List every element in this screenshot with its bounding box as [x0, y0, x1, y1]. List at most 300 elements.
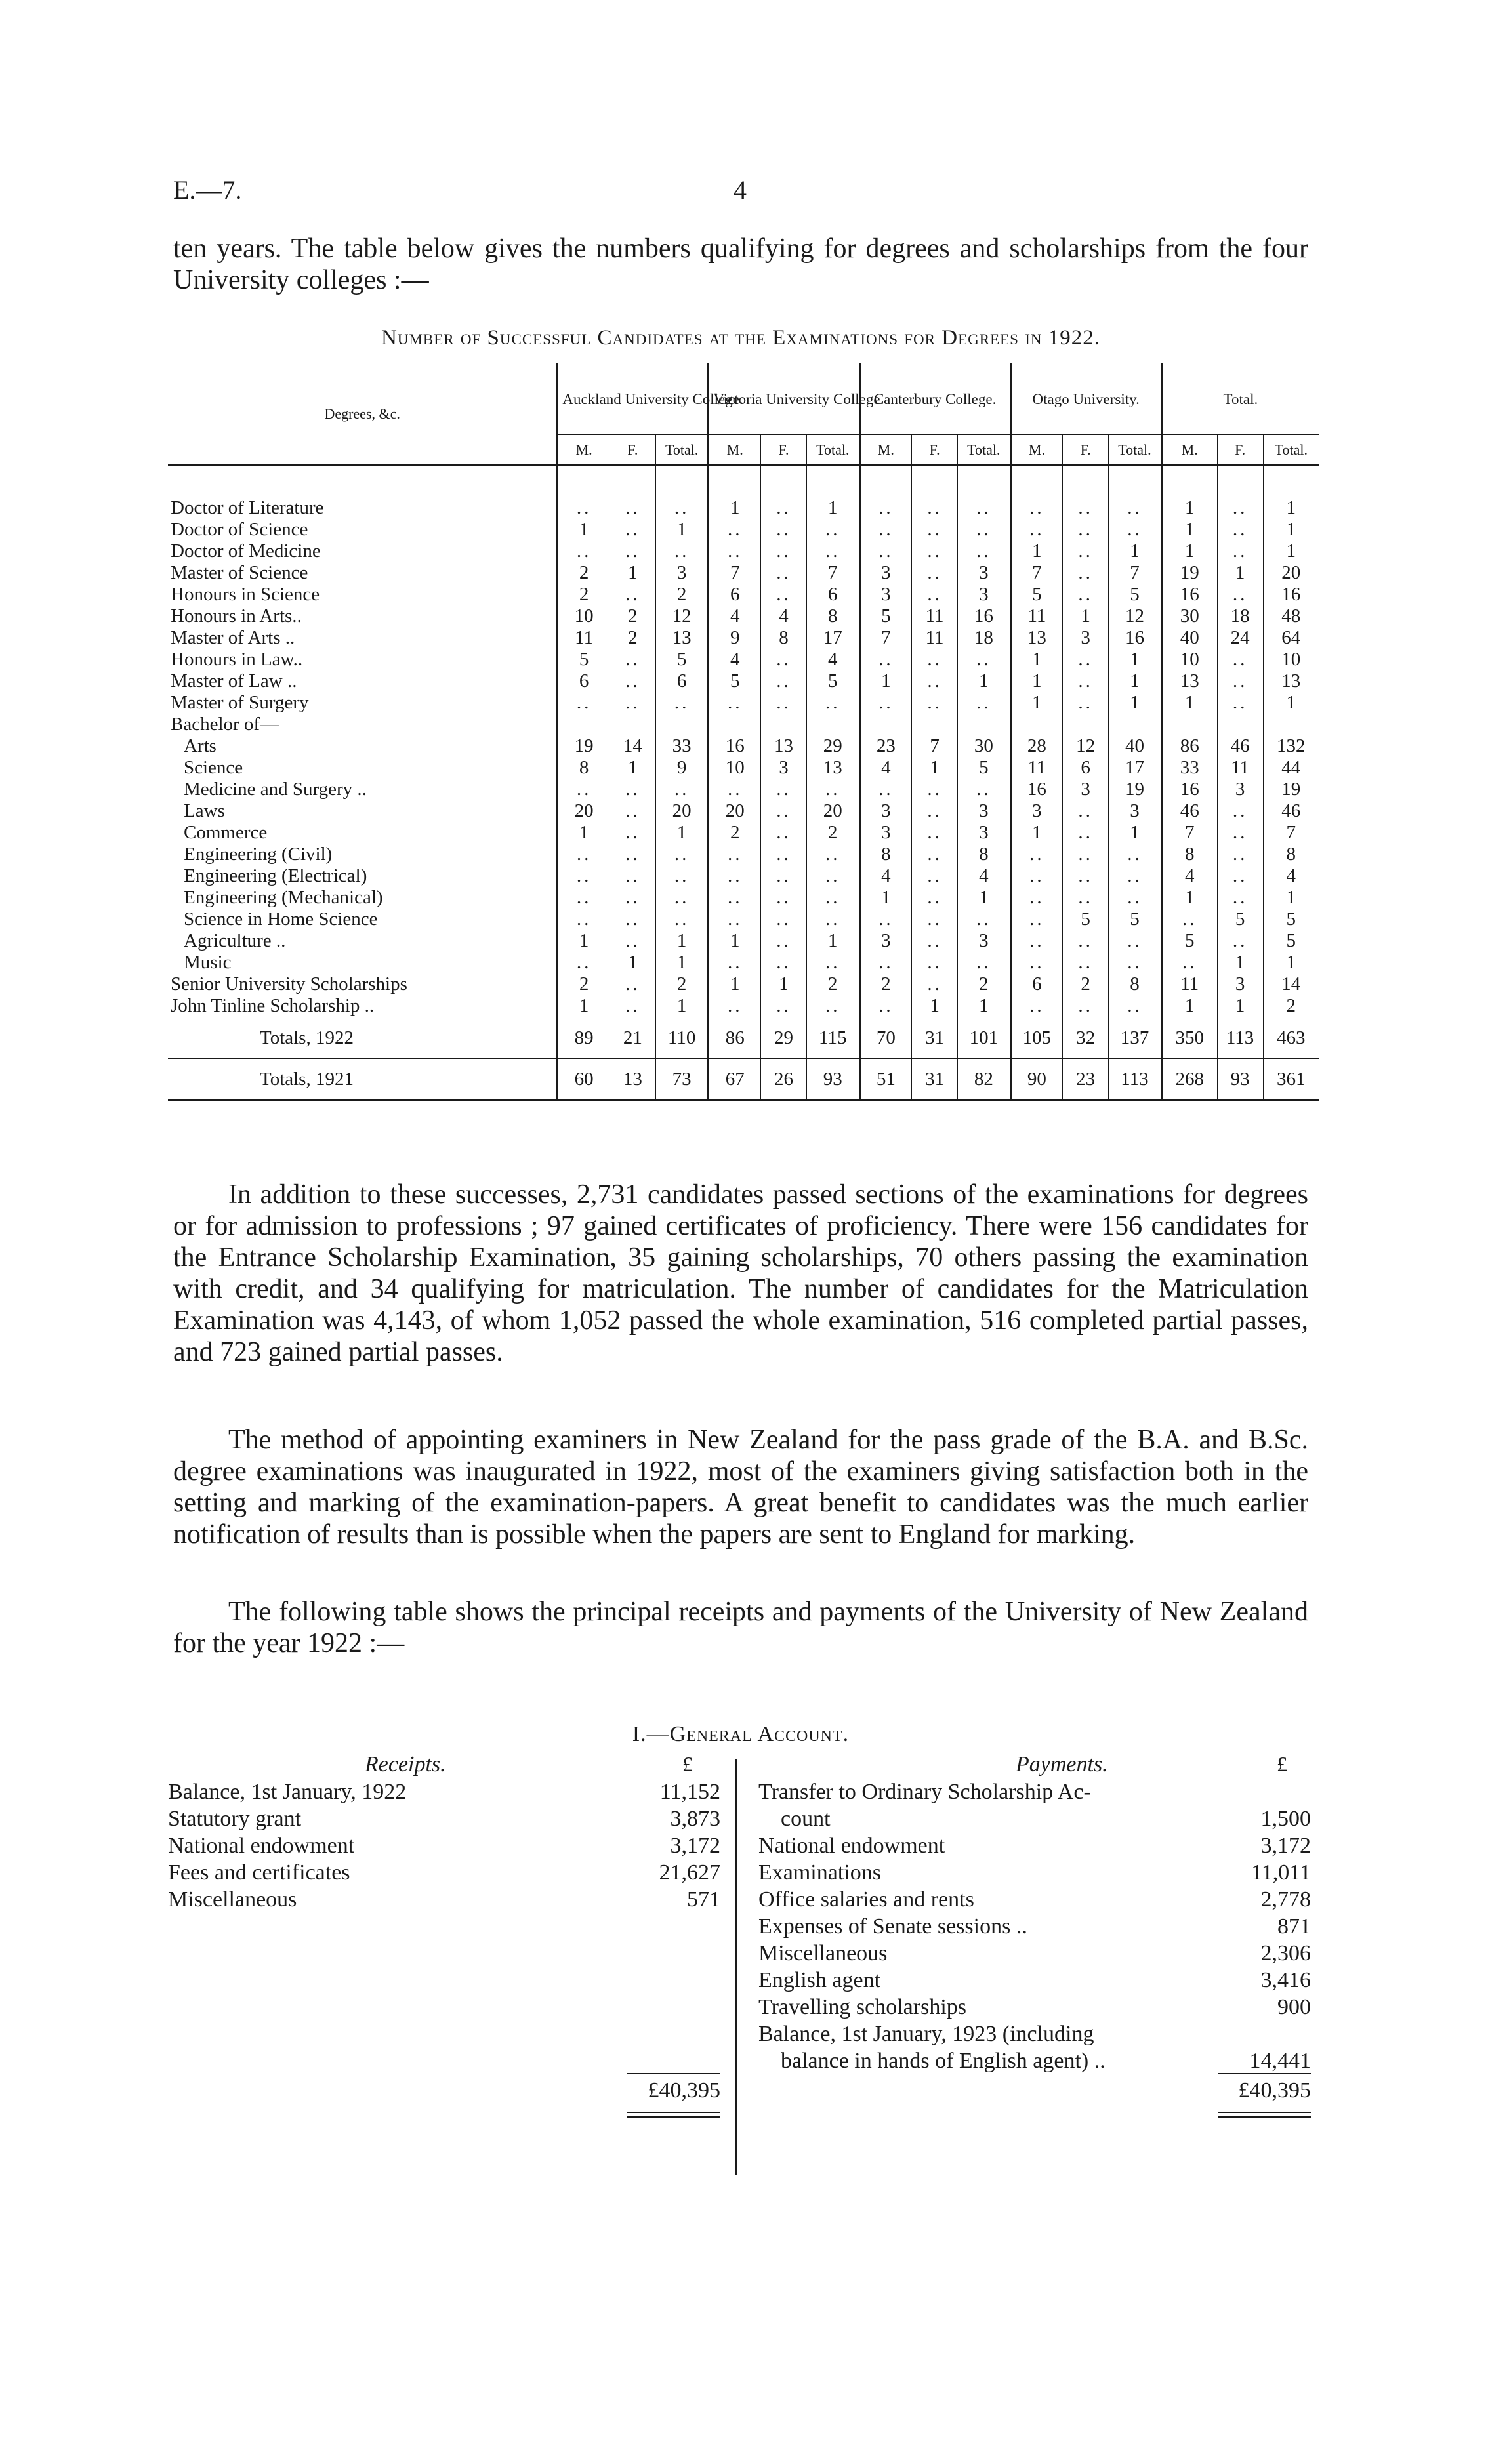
account-line — [758, 2021, 1311, 2047]
row-label: Master of Surgery — [171, 692, 309, 713]
table-cell: 1 — [610, 757, 655, 779]
table-cell: 3 — [958, 562, 1011, 584]
table-cell: 1 — [806, 497, 859, 519]
table-cell: 64 — [1263, 627, 1319, 649]
table-cell: .. — [761, 865, 807, 887]
account-line — [168, 1832, 720, 1859]
table-cell: .. — [1063, 519, 1109, 541]
payments-list — [758, 1778, 1311, 2074]
table-cell: .. — [1010, 865, 1063, 887]
table-cell: .. — [806, 952, 859, 974]
table-cell: .. — [1010, 887, 1063, 909]
table-cell: .. — [958, 541, 1011, 562]
paragraph-text: The following table shows the principal receipts and payments of the University of New Zealand for the year 1922 :— — [173, 1597, 1308, 1658]
table-cell: .. — [558, 692, 610, 714]
table-cell: 3 — [1010, 800, 1063, 822]
table-cell: 1 — [1010, 692, 1063, 714]
table-cell: 7 — [1109, 562, 1162, 584]
table-cell: .. — [610, 800, 655, 822]
table-cell: .. — [1217, 692, 1263, 714]
payments-heading: Payments. — [1016, 1752, 1108, 1776]
table-cell: .. — [806, 692, 859, 714]
table-cell: 33 — [655, 735, 709, 757]
table-cell: .. — [655, 497, 709, 519]
table-cell: .. — [1063, 670, 1109, 692]
table-cell: .. — [1217, 519, 1263, 541]
table-cell: 4 — [1161, 865, 1217, 887]
table-cell: 1 — [610, 562, 655, 584]
table-cell: 4 — [709, 649, 761, 670]
table-cell: .. — [1217, 865, 1263, 887]
account-line — [758, 1994, 1311, 2021]
table-cell: .. — [610, 995, 655, 1017]
table-cell: 1 — [912, 995, 958, 1017]
account-line — [168, 1886, 720, 1913]
account-line-amount: 3,172 — [670, 1834, 720, 1858]
table-cell: 1 — [1217, 562, 1263, 584]
table-cell: 1 — [806, 930, 859, 952]
table-cell: 17 — [806, 627, 859, 649]
paragraph-text: In addition to these successes, 2,731 candidates passed sections of the examinations for degrees or for admission to professions ; 97 gained certificates of proficiency. There were 156 candidates for the Entrance Scholarship Examination, 35 gaining scholarships, 70 others passing the examination with credit, and 34 qualifying for matriculation. The number of candidates for the Matriculation Examination was 4,143, of whom 1,052 passed the whole examination, 516 completed partial passes, and 723 gained partial passes. — [173, 1180, 1308, 1367]
table-cell: .. — [1109, 497, 1162, 519]
table-caption: Number of Successful Candidates at the Examinations for Degrees in 1922. — [381, 326, 1100, 350]
table-cell: .. — [610, 822, 655, 844]
table-cell: 2 — [958, 974, 1011, 995]
table-cell: .. — [1063, 541, 1109, 562]
table-cell: 18 — [958, 627, 1011, 649]
account-line-amount: 2,778 — [1260, 1887, 1311, 1912]
table-cell: 10 — [709, 757, 761, 779]
table-cell: 5 — [1161, 930, 1217, 952]
table-cell: .. — [958, 909, 1011, 930]
row-label: Engineering (Civil) — [184, 844, 333, 865]
row-label: Science — [184, 757, 243, 778]
account-line — [758, 1967, 1311, 1994]
row-label: Engineering (Electrical) — [184, 865, 367, 886]
table-cell: 20 — [558, 800, 610, 822]
row-label: Agriculture .. — [184, 930, 286, 951]
table-row — [168, 844, 1319, 865]
account-line-label: National endowment — [758, 1834, 945, 1858]
table-cell: .. — [1109, 844, 1162, 865]
table-cell: .. — [1063, 649, 1109, 670]
table-cell: .. — [1217, 800, 1263, 822]
table-cell: 19 — [1263, 779, 1319, 800]
table-cell: 137 — [1109, 1017, 1162, 1059]
row-label: Engineering (Mechanical) — [184, 887, 383, 908]
column-subheader: M. — [1010, 435, 1063, 465]
table-cell: .. — [558, 497, 610, 519]
table-cell: .. — [859, 779, 912, 800]
table-cell: 1 — [610, 952, 655, 974]
account-line-label: English agent — [758, 1968, 881, 1992]
table-cell: 1 — [1263, 692, 1319, 714]
table-cell: 5 — [655, 649, 709, 670]
account-line-label: Miscellaneous — [758, 1941, 888, 1965]
table-cell: 46 — [1217, 735, 1263, 757]
table-cell: .. — [912, 822, 958, 844]
table-row — [168, 714, 1319, 735]
table-row — [168, 930, 1319, 952]
table-cell — [709, 714, 761, 735]
table-cell: 20 — [806, 800, 859, 822]
table-cell: .. — [761, 779, 807, 800]
table-cell: 1 — [1263, 497, 1319, 519]
table-cell: .. — [610, 497, 655, 519]
table-cell: 13 — [610, 1059, 655, 1101]
document-reference: E.—7. — [173, 175, 242, 205]
table-row — [168, 627, 1319, 649]
table-cell: 1 — [558, 995, 610, 1017]
column-subheader: Total. — [806, 435, 859, 465]
table-cell: 6 — [655, 670, 709, 692]
table-cell: .. — [1109, 995, 1162, 1017]
table-cell: 5 — [1109, 909, 1162, 930]
table-cell: 90 — [1010, 1059, 1063, 1101]
table-cell: .. — [859, 952, 912, 974]
table-spacer-cell — [1217, 465, 1263, 498]
table-cell: .. — [912, 865, 958, 887]
table-cell: 16 — [1263, 584, 1319, 606]
receipts-currency: £ — [682, 1752, 693, 1776]
table-cell: .. — [859, 692, 912, 714]
table-cell: 3 — [1063, 627, 1109, 649]
table-row — [168, 519, 1319, 541]
table-cell: .. — [761, 822, 807, 844]
table-cell: .. — [958, 649, 1011, 670]
table-cell: 5 — [1263, 909, 1319, 930]
table-cell — [912, 714, 958, 735]
table-cell: 19 — [1161, 562, 1217, 584]
table-cell: 3 — [1217, 974, 1263, 995]
payments-double-rule — [1218, 2116, 1311, 2118]
table-cell: .. — [859, 649, 912, 670]
table-cell: .. — [761, 692, 807, 714]
table-row — [168, 670, 1319, 692]
account-line — [758, 2047, 1311, 2074]
table-cell: .. — [1217, 584, 1263, 606]
table-cell: 7 — [1010, 562, 1063, 584]
table-cell: 19 — [1109, 779, 1162, 800]
table-cell: 3 — [859, 822, 912, 844]
table-cell: 4 — [1263, 865, 1319, 887]
account-line-label: Office salaries and rents — [758, 1887, 974, 1912]
column-subheader: F. — [1217, 435, 1263, 465]
table-cell: 2 — [558, 584, 610, 606]
table-cell: .. — [1217, 822, 1263, 844]
table-cell: 60 — [558, 1059, 610, 1101]
table-cell: 20 — [1263, 562, 1319, 584]
table-row — [168, 606, 1319, 627]
table-cell: 5 — [1010, 584, 1063, 606]
table-cell: .. — [1161, 909, 1217, 930]
row-label: Doctor of Science — [171, 519, 308, 540]
table-cell: 8 — [1161, 844, 1217, 865]
table-cell: .. — [610, 649, 655, 670]
table-cell: .. — [1109, 887, 1162, 909]
table-cell: 6 — [709, 584, 761, 606]
account-line-label: Travelling scholarships — [758, 1995, 967, 2019]
table-cell: 2 — [1263, 995, 1319, 1017]
table-cell: 12 — [1109, 606, 1162, 627]
table-cell: 132 — [1263, 735, 1319, 757]
table-cell: .. — [1063, 692, 1109, 714]
column-subheader: F. — [610, 435, 655, 465]
account-line-amount: 2,306 — [1260, 1941, 1311, 1965]
account-line-amount: 14,441 — [1249, 2049, 1311, 2073]
table-cell: 11 — [1161, 974, 1217, 995]
table-cell: .. — [761, 541, 807, 562]
table-cell — [1010, 714, 1063, 735]
column-subheader: F. — [761, 435, 807, 465]
paragraph-successes — [173, 1179, 1308, 1368]
table-cell: .. — [958, 519, 1011, 541]
row-label: Totals, 1922 — [168, 1017, 558, 1059]
table-cell: .. — [1010, 519, 1063, 541]
table-cell: .. — [1010, 952, 1063, 974]
row-label: Doctor of Medicine — [171, 541, 321, 562]
row-label: John Tinline Scholarship .. — [171, 995, 375, 1016]
receipts-double-rule — [627, 2116, 720, 2118]
table-cell: .. — [806, 865, 859, 887]
table-cell: 40 — [1161, 627, 1217, 649]
table-cell: .. — [1063, 844, 1109, 865]
table-cell — [655, 714, 709, 735]
table-cell: 1 — [1109, 649, 1162, 670]
account-line — [168, 1778, 720, 1805]
table-cell: .. — [558, 909, 610, 930]
table-cell: .. — [1161, 952, 1217, 974]
table-cell: .. — [761, 649, 807, 670]
table-cell: 350 — [1161, 1017, 1217, 1059]
account-line — [758, 1832, 1311, 1859]
table-row — [168, 1017, 1319, 1059]
table-cell: 13 — [1263, 670, 1319, 692]
row-label: Honours in Law.. — [171, 649, 303, 670]
column-subheader: F. — [1063, 435, 1109, 465]
table-cell: .. — [610, 974, 655, 995]
row-label: Commerce — [184, 822, 268, 843]
table-cell: 1 — [1217, 995, 1263, 1017]
table-cell: 1 — [1161, 497, 1217, 519]
table-cell: 1 — [709, 974, 761, 995]
table-cell: 1 — [1161, 692, 1217, 714]
table-cell: .. — [709, 541, 761, 562]
account-title: I.—General Account. — [632, 1722, 850, 1746]
table-cell: 46 — [1161, 800, 1217, 822]
table-cell: .. — [958, 779, 1011, 800]
table-cell: 12 — [655, 606, 709, 627]
receipts-list — [168, 1778, 720, 1913]
table-cell: 89 — [558, 1017, 610, 1059]
table-cell — [859, 714, 912, 735]
table-cell: 1 — [1263, 887, 1319, 909]
table-cell: .. — [912, 562, 958, 584]
account-line — [758, 1913, 1311, 1940]
table-cell: 5 — [958, 757, 1011, 779]
table-cell: 70 — [859, 1017, 912, 1059]
table-cell: 24 — [1217, 627, 1263, 649]
table-cell: .. — [806, 887, 859, 909]
table-cell: .. — [709, 779, 761, 800]
table-row — [168, 584, 1319, 606]
table-cell: .. — [610, 844, 655, 865]
account-divider — [735, 1759, 737, 2175]
table-cell: 2 — [859, 974, 912, 995]
account-line-label: Fees and certificates — [168, 1860, 350, 1885]
table-cell: 1 — [1161, 541, 1217, 562]
row-label: Senior University Scholarships — [171, 974, 407, 995]
table-cell: 16 — [1010, 779, 1063, 800]
table-spacer-cell — [558, 465, 610, 498]
table-cell: 5 — [1263, 930, 1319, 952]
table-row — [168, 909, 1319, 930]
table-cell: 11 — [1217, 757, 1263, 779]
table-row — [168, 562, 1319, 584]
account-line-label: balance in hands of English agent) .. — [781, 2049, 1106, 2073]
table-cell: .. — [1063, 865, 1109, 887]
table-cell: .. — [912, 887, 958, 909]
college-header: Victoria University College. — [709, 363, 859, 435]
table-cell: 4 — [859, 757, 912, 779]
table-cell: .. — [761, 519, 807, 541]
table-cell: .. — [912, 909, 958, 930]
table-cell: 13 — [1161, 670, 1217, 692]
table-row — [168, 757, 1319, 779]
payments-currency: £ — [1277, 1752, 1287, 1776]
account-line-label: Balance, 1st January, 1923 (including — [758, 2022, 1094, 2046]
row-label: Medicine and Surgery .. — [184, 779, 367, 800]
table-cell: 1 — [558, 930, 610, 952]
row-header: Degrees, &c. — [168, 363, 558, 465]
table-cell: .. — [1063, 497, 1109, 519]
table-spacer-cell — [1161, 465, 1217, 498]
column-subheader: M. — [1161, 435, 1217, 465]
table-cell: 463 — [1263, 1017, 1319, 1059]
table-cell: .. — [1063, 930, 1109, 952]
table-cell: 5 — [1217, 909, 1263, 930]
table-cell: 13 — [761, 735, 807, 757]
table-cell: .. — [806, 844, 859, 865]
account-line-label: Balance, 1st January, 1922 — [168, 1780, 407, 1804]
row-label: Honours in Arts.. — [171, 606, 302, 626]
table-cell: .. — [610, 670, 655, 692]
table-cell: .. — [761, 930, 807, 952]
table-cell: .. — [1109, 865, 1162, 887]
table-cell: 16 — [1109, 627, 1162, 649]
table-cell: 31 — [912, 1017, 958, 1059]
table-cell: .. — [610, 779, 655, 800]
table-cell: .. — [1063, 800, 1109, 822]
table-cell: 5 — [709, 670, 761, 692]
account-line-amount: 3,416 — [1260, 1968, 1311, 1992]
table-spacer-cell — [761, 465, 807, 498]
table-cell: 8 — [1109, 974, 1162, 995]
table-cell: .. — [610, 930, 655, 952]
row-label: Honours in Science — [171, 584, 320, 605]
payments-double-rule — [1218, 2112, 1311, 2113]
table-cell: .. — [1217, 930, 1263, 952]
table-cell: 5 — [859, 606, 912, 627]
table-cell: .. — [610, 887, 655, 909]
table-cell: .. — [912, 497, 958, 519]
column-subheader: Total. — [958, 435, 1011, 465]
table-cell: .. — [558, 887, 610, 909]
table-cell: 2 — [806, 974, 859, 995]
table-row — [168, 497, 1319, 519]
receipts-total-rule — [627, 2073, 720, 2074]
table-cell: 2 — [806, 822, 859, 844]
table-cell: 19 — [558, 735, 610, 757]
table-cell: 1 — [958, 670, 1011, 692]
table-cell: 1 — [655, 519, 709, 541]
paragraph-text: The method of appointing examiners in New Zealand for the pass grade of the B.A. and B.Sc. degree examinations was inaugurated in 1922, most of the examiners giving satisfaction both in the setting and marking of the examination-papers. A great benefit to candidates was the much earlier notification of results than is possible when the papers are sent to England for marking. — [173, 1425, 1308, 1550]
table-cell: 18 — [1217, 606, 1263, 627]
table-cell: 1 — [1217, 952, 1263, 974]
table-cell: 1 — [655, 822, 709, 844]
table-row — [168, 735, 1319, 757]
table-cell: 2 — [558, 974, 610, 995]
row-label: Master of Science — [171, 562, 308, 583]
table-cell: 3 — [958, 822, 1011, 844]
table-cell: 1 — [655, 995, 709, 1017]
table-cell: 10 — [558, 606, 610, 627]
table-cell: 2 — [655, 974, 709, 995]
table-cell: 2 — [709, 822, 761, 844]
table-cell: .. — [958, 692, 1011, 714]
table-cell: .. — [558, 865, 610, 887]
receipts-double-rule — [627, 2112, 720, 2113]
table-cell: .. — [761, 887, 807, 909]
table-spacer-cell — [1263, 465, 1319, 498]
account-line-amount: 871 — [1277, 1914, 1311, 1939]
table-cell — [558, 714, 610, 735]
table-cell: 10 — [1263, 649, 1319, 670]
table-spacer-cell — [859, 465, 912, 498]
table-cell: 6 — [806, 584, 859, 606]
receipts-heading: Receipts. — [365, 1752, 446, 1776]
account-line-label: Transfer to Ordinary Scholarship Ac- — [758, 1780, 1091, 1804]
college-header: Total. — [1161, 363, 1319, 435]
table-cell: 4 — [709, 606, 761, 627]
table-cell: 10 — [1161, 649, 1217, 670]
table-cell: 1 — [1109, 670, 1162, 692]
row-label: Science in Home Science — [184, 909, 378, 930]
table-cell: 44 — [1263, 757, 1319, 779]
account-line-amount: 3,172 — [1260, 1834, 1311, 1858]
table-cell: .. — [1063, 562, 1109, 584]
row-label: Laws — [184, 800, 225, 821]
table-cell: 2 — [610, 606, 655, 627]
table-cell: 46 — [1263, 800, 1319, 822]
table-cell: 1 — [958, 995, 1011, 1017]
table-cell: 51 — [859, 1059, 912, 1101]
table-cell: 7 — [859, 627, 912, 649]
row-label: Master of Law .. — [171, 670, 297, 691]
table-row — [168, 692, 1319, 714]
table-spacer-cell — [709, 465, 761, 498]
table-cell: .. — [958, 497, 1011, 519]
table-cell: 2 — [558, 562, 610, 584]
table-cell: .. — [1109, 952, 1162, 974]
row-label: Music — [184, 952, 232, 973]
account-line-label: count — [781, 1807, 831, 1831]
table-cell — [1217, 714, 1263, 735]
account-line — [758, 1940, 1311, 1967]
table-cell — [958, 714, 1011, 735]
table-cell: 1 — [1263, 952, 1319, 974]
table-cell: 11 — [912, 627, 958, 649]
